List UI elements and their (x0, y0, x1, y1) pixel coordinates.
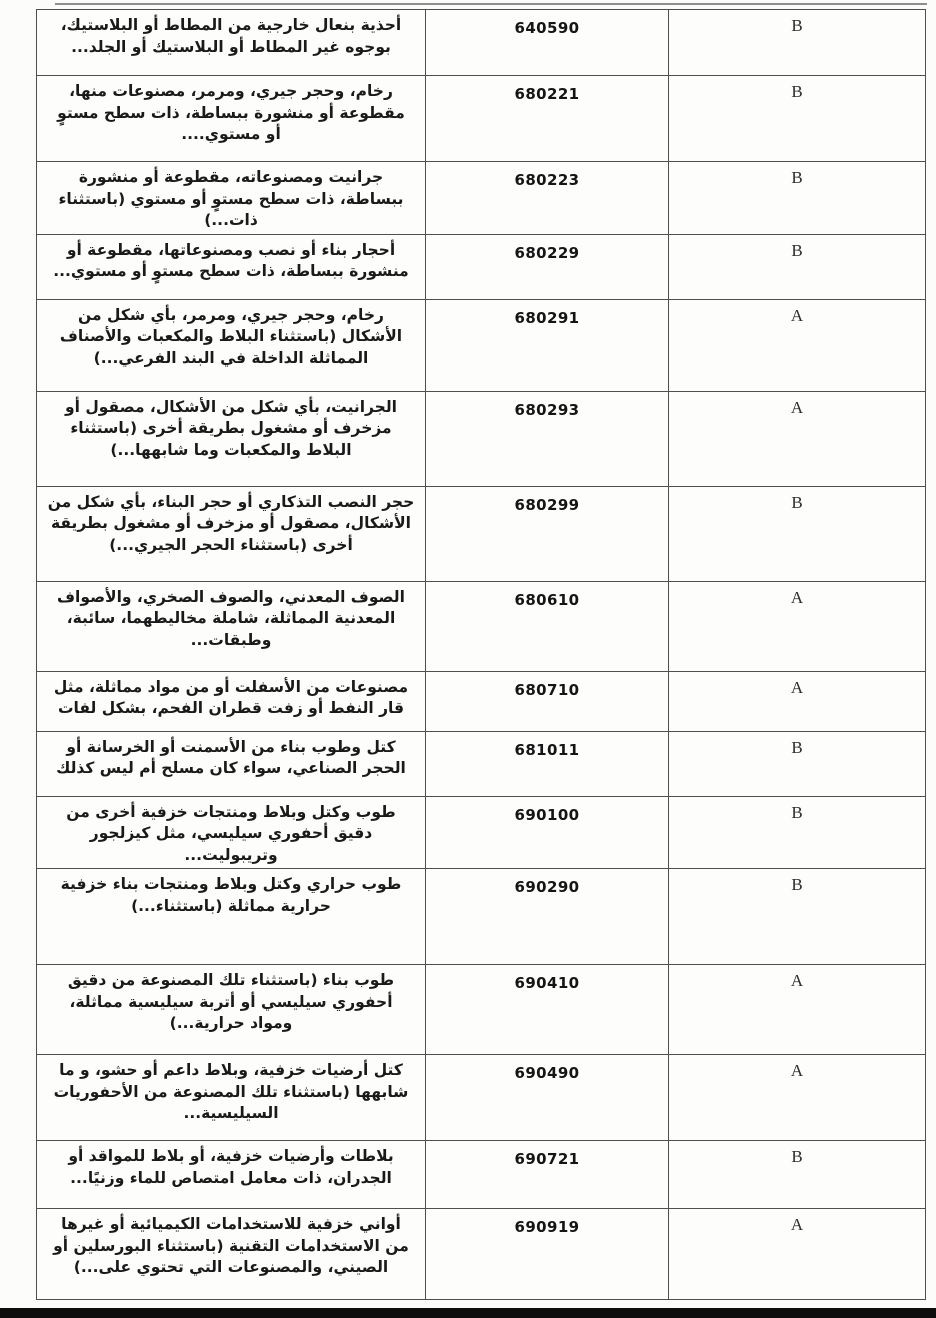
category-cell: A (669, 1055, 926, 1141)
category-cell: A (669, 299, 926, 391)
table-row (37, 234, 926, 299)
hs-code-cell: 680610 (426, 581, 669, 671)
category-cell: B (669, 869, 926, 965)
category-cell: B (669, 731, 926, 796)
table-row (37, 671, 926, 731)
description-cell: طوب وكتل وبلاط ومنتجات خزفية أخرى من دقيق أحفوري سيليسي، مثل كيزلجور وتريبوليت... (37, 796, 426, 869)
tariff-table-body (37, 10, 926, 1300)
hs-code-tariff-table (36, 9, 926, 1300)
table-row (37, 731, 926, 796)
table-row (37, 581, 926, 671)
hs-code-cell: 690410 (426, 965, 669, 1055)
table-row (37, 1141, 926, 1209)
hs-code-cell: 680221 (426, 76, 669, 162)
table-row (37, 299, 926, 391)
description-cell: رخام، وحجر جيري، ومرمر، بأي شكل من الأشكال (باستثناء البلاط والمكعبات والأصناف المماثلة الداخلة في البند الفرعي...) (37, 299, 426, 391)
description-cell: طوب بناء (باستثناء تلك المصنوعة من دقيق أحفوري سيليسي أو أتربة سيليسية مماثلة، ومواد حرارية...) (37, 965, 426, 1055)
category-cell: A (669, 391, 926, 486)
category-cell: B (669, 486, 926, 581)
hs-code-cell: 680299 (426, 486, 669, 581)
hs-code-cell: 680223 (426, 162, 669, 235)
hs-code-cell: 680293 (426, 391, 669, 486)
previous-row-border-remnant (55, 3, 927, 5)
hs-code-cell: 690490 (426, 1055, 669, 1141)
table-row (37, 162, 926, 235)
description-cell: أحجار بناء أو نصب ومصنوعاتها، مقطوعة أو منشورة ببساطة، ذات سطح مستوٍ أو مستوي... (37, 234, 426, 299)
hs-code-cell: 690290 (426, 869, 669, 965)
description-cell: طوب حراري وكتل وبلاط ومنتجات بناء خزفية حرارية مماثلة (باستثناء...) (37, 869, 426, 965)
description-cell: بلاطات وأرضيات خزفية، أو بلاط للمواقد أو الجدران، ذات معامل امتصاص للماء وزنيًا... (37, 1141, 426, 1209)
table-row (37, 965, 926, 1055)
table-row (37, 1055, 926, 1141)
category-cell: B (669, 76, 926, 162)
table-row (37, 76, 926, 162)
description-cell: أحذية بنعال خارجية من المطاط أو البلاستيك، بوجوه غير المطاط أو البلاستيك أو الجلد... (37, 10, 426, 76)
category-cell: A (669, 965, 926, 1055)
category-cell: B (669, 10, 926, 76)
description-cell: حجر النصب التذكاري أو حجر البناء، بأي شكل من الأشكال، مصقول أو مزخرف أو مشغول بطريقة أخرى (باستثناء الحجر الجيري...) (37, 486, 426, 581)
table-row (37, 1209, 926, 1300)
hs-code-cell: 640590 (426, 10, 669, 76)
description-cell: أواني خزفية للاستخدامات الكيميائية أو غيرها من الاستخدامات التقنية (باستثناء البورسلين أو الصيني، والمصنوعات التي تحتوي على...) (37, 1209, 426, 1300)
hs-code-cell: 690100 (426, 796, 669, 869)
category-cell: B (669, 1141, 926, 1209)
hs-code-cell: 680291 (426, 299, 669, 391)
description-cell: مصنوعات من الأسفلت أو من مواد مماثلة، مثل قار النفط أو زفت قطران الفحم، بشكل لفات (37, 671, 426, 731)
table-row (37, 10, 926, 76)
category-cell: A (669, 1209, 926, 1300)
page-bottom-rule (0, 1308, 936, 1318)
category-cell: A (669, 671, 926, 731)
hs-code-cell: 681011 (426, 731, 669, 796)
description-cell: كتل وطوب بناء من الأسمنت أو الخرسانة أو الحجر الصناعي، سواء كان مسلح أم ليس كذلك (37, 731, 426, 796)
category-cell: B (669, 796, 926, 869)
table-row (37, 486, 926, 581)
table-row (37, 869, 926, 965)
hs-code-cell: 690919 (426, 1209, 669, 1300)
table-row (37, 796, 926, 869)
description-cell: رخام، وحجر جيري، ومرمر، مصنوعات منها، مقطوعة أو منشورة ببساطة، ذات سطح مستوٍ أو مستوي.... (37, 76, 426, 162)
description-cell: الجرانيت، بأي شكل من الأشكال، مصقول أو مزخرف أو مشغول بطريقة أخرى (باستثناء البلاط والمكعبات وما شابهها...) (37, 391, 426, 486)
category-cell: A (669, 581, 926, 671)
hs-code-cell: 680229 (426, 234, 669, 299)
category-cell: B (669, 162, 926, 235)
description-cell: الصوف المعدني، والصوف الصخري، والأصواف المعدنية المماثلة، شاملة مخاليطهما، سائبة، وطبقات... (37, 581, 426, 671)
description-cell: كتل أرضيات خزفية، وبلاط داعم أو حشو، و ما شابهها (باستثناء تلك المصنوعة من الأحفوريات السيليسية... (37, 1055, 426, 1141)
description-cell: جرانيت ومصنوعاته، مقطوعة أو منشورة ببساطة، ذات سطح مستوٍ أو مستوي (باستثناء ذات...) (37, 162, 426, 235)
hs-code-cell: 680710 (426, 671, 669, 731)
hs-code-cell: 690721 (426, 1141, 669, 1209)
table-row (37, 391, 926, 486)
category-cell: B (669, 234, 926, 299)
